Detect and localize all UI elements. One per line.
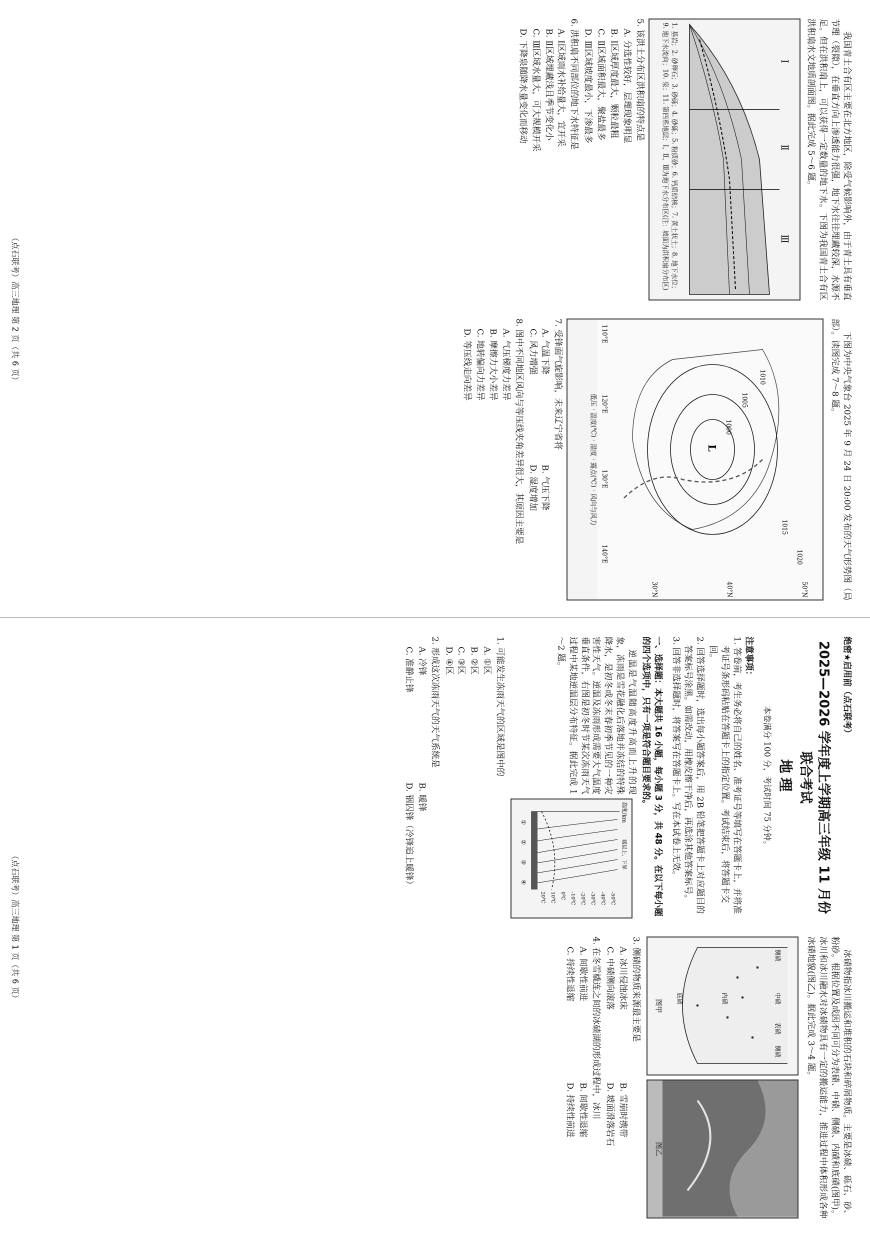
x-region-label: ② <box>519 839 527 845</box>
glacier-landform-photo <box>646 1080 798 1219</box>
temp-label: 20℃ <box>539 891 546 904</box>
q7-options-row: A. 气温下降 B. 气压下降 <box>539 328 550 511</box>
q8-option: D. 等压线走向差异 <box>461 328 472 401</box>
glacier-figures-row <box>642 937 802 1219</box>
low-pressure-symbol: L <box>705 444 717 452</box>
q2-options-row: A. 冷锋 B. 暖锋 <box>416 646 427 812</box>
page-1-rotated <box>0 619 870 1235</box>
lon-label: 110°E <box>600 324 608 344</box>
glacier-cross-section <box>646 937 798 1076</box>
q5-option: A. 分选性较好，层理现象明显 <box>621 28 632 144</box>
q1-option: C. ③区 <box>455 646 466 675</box>
question-7: 7. 受锋面气旋影响，未来辽宁省将 <box>552 318 563 450</box>
q6-option: B. Ⅱ区域埋藏浅且季节变化小 <box>543 28 554 141</box>
isobar-label: 1000 <box>724 419 732 435</box>
q5-option: D. Ⅲ区域坡度最小，下渗最多 <box>582 28 593 144</box>
q4-options-row: A. 间歇性前进 B. 间歇性退缩 <box>577 946 588 1138</box>
page-1-half <box>0 618 870 1235</box>
page1-footer: （点石联考）高三地理 第 1 页（共 6 页） <box>10 851 20 1003</box>
question-4: 4. 在冬雪橇连之间的冰碛湖的形成过程中，冰川 <box>590 936 601 1120</box>
q3-options-row: C. 中碛侧向滚落 D. 坡面滑落岩石 <box>604 946 615 1147</box>
isobar-label: 1010 <box>758 369 766 385</box>
q1-option: B. ②区 <box>468 646 479 675</box>
moraine-label: 中碛 <box>773 992 781 1005</box>
lat-label: 30°N <box>650 581 658 598</box>
exam-subject: 地理 <box>776 759 793 796</box>
zone-label: Ⅲ <box>778 234 789 244</box>
temp-label: -30℃ <box>589 891 596 906</box>
q3-options-row: A. 冰川侵蚀冰床 B. 雪崩时携带 <box>617 946 628 1138</box>
q8-option: C. 地转偏向力差异 <box>474 328 485 401</box>
question-6: 6. 洪积扇不同部位的地下水特征是 <box>568 18 579 150</box>
zone-label: Ⅱ <box>778 144 789 151</box>
page-2-rotated <box>0 1 870 618</box>
passage-2: 冰碛物指冰川搬运和堆积的石块和碎屑物质。主要是冰碛、砾石、砂、粉砂。根据位置及成因不同可分为表碛、中碛、侧碛、内碛和底碛(图甲)。冰川和冰川融水对冰碛物具有一定的搬运能力，推进过程中体积形成各种冰碛地貌(图乙)。据此完成 3～4 题。 <box>805 936 852 1219</box>
inversion-chart <box>512 800 632 918</box>
q6-option: C. Ⅲ区域水量大，可大规模开采 <box>530 28 541 152</box>
passage1-row <box>507 637 637 919</box>
isotherm-lines <box>534 820 618 884</box>
temp-label: -40℃ <box>599 891 606 906</box>
page1-left-column <box>401 637 852 919</box>
y-axis-label: 高度/km <box>620 801 627 823</box>
glacier-section-drawing <box>662 938 797 1074</box>
weather-map-figure <box>567 319 824 601</box>
notice-item: 1. 答卷前，考生务必将自己的姓名、准考证号等填写在答题卡上，并将准考证号条形码粘贴在答题卡上的指定位置。考试结束后，将答题卡交回。 <box>707 636 742 914</box>
map-legend: 低压 · 温度(℃) · 湿度 · 露点(℃) · 风向与风力 <box>589 393 598 526</box>
q5-option: C. Ⅱ区域面积最大，聚盐最多 <box>595 28 606 141</box>
x-region-label: ④ <box>519 879 527 885</box>
q8-option: A. 气压梯度力差异 <box>500 328 511 401</box>
glacier-photo-placeholder <box>662 1081 797 1217</box>
page2-footer: （点石联考）高三地理 第 2 页（共 6 页） <box>10 233 20 385</box>
alluvial-fan-profile <box>679 20 799 300</box>
x-region-label: ① <box>519 819 527 825</box>
lat-label: 40°N <box>725 581 733 598</box>
moraine-label: 表碛 <box>773 1022 781 1035</box>
temp-label: -50℃ <box>609 891 616 906</box>
temp-label: -20℃ <box>579 891 586 906</box>
confidential-tag: 绝密★启用前（点石联考） <box>841 636 852 738</box>
question-3: 3. 侧碛的物质来源最主要是 <box>630 936 641 1042</box>
page-1 <box>0 619 870 1235</box>
notice-item: 3. 回答非选择题时，将答案写在答题卡上。写在本试卷上无效。 <box>670 636 681 880</box>
moraine-label: 内碛 <box>720 992 728 1005</box>
lon-label: 140°E <box>600 544 608 564</box>
zone-label: Ⅰ <box>778 59 789 64</box>
question-2: 2. 形成这次冻雨天气的天气系统是 <box>429 636 440 768</box>
lon-label: 120°E <box>600 394 608 414</box>
isobar-label: 1020 <box>795 549 803 565</box>
q7-options-row: C. 风力增强 D. 湿度增加 <box>527 328 538 511</box>
lat-label: 50°N <box>800 581 808 598</box>
q1-option: D. ④区 <box>443 646 454 675</box>
legend-label: 暖层上、下界 <box>620 839 627 870</box>
temp-label: -10℃ <box>569 891 576 906</box>
page2-right-column <box>459 319 852 601</box>
q8-option: B. 摩擦力大小差异 <box>487 328 498 401</box>
q6-option: A. Ⅰ区域雨水补给量大，宜开采 <box>555 28 566 147</box>
section-1-heading: 一、选择题：本大题共 16 小题，每小题 3 分，共 48 分。在以下每小题的四个选项中，只有一项是符合题目要求的。 <box>640 636 663 917</box>
question-8: 8. 图中不同地区风向与等压线夹角差异很大，其原因主要是 <box>513 318 524 545</box>
temp-label: 10℃ <box>549 891 556 904</box>
lon-label: 130°E <box>600 469 608 489</box>
q2-options-row: C. 准静止锋 D. 铟囚锋（冷锋追上暖锋） <box>403 646 414 890</box>
alluvial-fan-profile-figure <box>648 19 800 301</box>
passage-4: 下图为中央气象台 2025 年 9 月 24 日 20:00 发布的天气形势图（局部）。读图完成 7～8 题。 <box>829 318 852 601</box>
temp-label: 0℃ <box>559 891 566 901</box>
isobar-label: 1015 <box>780 519 788 535</box>
q6-option: D. 下降泉随降水量变化而移动 <box>517 28 528 144</box>
page2-left-column <box>514 19 851 301</box>
moraine-label: 侧碛 <box>773 949 781 962</box>
isobar-label: 1005 <box>740 392 748 408</box>
moraine-label: 侧碛 <box>773 1045 781 1058</box>
page-2-half <box>0 0 870 617</box>
page-2 <box>0 1 870 618</box>
score-note: 本卷满分 100 分，考试时间 75 分钟。 <box>762 706 773 849</box>
q1-option: A. ①区 <box>481 646 492 675</box>
notice-item: 2. 回答选择题时，选出每小题答案后，用 2B 铅笔把答题卡上对应题目的答案标号涂黑。如需改动，用橡皮擦干净后，再选涂其他答案标号。 <box>682 636 705 914</box>
moraine-label: 底碛 <box>675 992 683 1005</box>
fig2b-caption: 图乙 <box>654 1142 663 1156</box>
x-region-label: ③ <box>519 859 527 865</box>
exam-title: 2025—2026 学年度上学期高三年级 11 月份联合考试 <box>797 640 831 915</box>
q5-option: B. Ⅰ区域厚度最大，颗粒最粗 <box>608 28 619 139</box>
question-1: 1. 可能发生冻雨天气的区域是图中的 <box>494 636 505 777</box>
notice-title: 注意事项： <box>743 636 754 680</box>
question-5: 5. 该洪土分布区洪积扇的特点是 <box>634 18 645 142</box>
inversion-figure <box>511 799 633 919</box>
fig2a-caption: 图甲 <box>654 999 663 1013</box>
fig3-legend: 1. 基岩；2. 砂卵石；3. 砂砾；4. 砂砾；5. 粉质砂；6. 钙质结核；7. 黄土状土；8. 地下水位；9. 地下水流向；10. 泉；11. 第四系地层；Ⅰ、Ⅱ、Ⅲ为地下水分布区(注：坡面为洪积扇分布区) <box>661 22 679 293</box>
page1-right-column <box>562 937 852 1219</box>
weather-map <box>598 320 823 600</box>
passage-3: 我国青土合有区主要在北方地区，除受气候影响外，由于青土具有垂直节理（裂隙），在垂直方向上渗透能力很强，地下水往往埋藏较深，水源不足。但在洪积扇上，可以获得一定数量的地下水。下图为我国青土合有区洪积扇水文地质剖面图。据此完成 5～6 题。 <box>805 18 852 301</box>
q4-options-row: C. 持续性退缩 D. 持续性前进 <box>564 946 575 1138</box>
passage-1: 逆温是气温随高度升高而上升的现象，冻雨是雪花融化后落地并冻结的特殊降水，是初冬或冬末春初季节见的一种灾害性天气。逆温及冻雨形成需要大气温度垂直条件，右图是初冬时节某次冻雨天气过程中某地逆温层分布特征。据此完成 1～2 题。 <box>555 636 637 795</box>
